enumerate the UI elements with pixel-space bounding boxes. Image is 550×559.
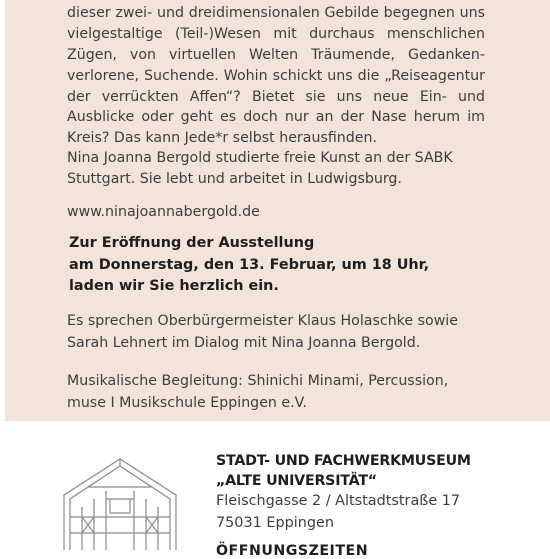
description-line: verlorene, Suchende. Wohin schickt uns die „Reiseagentur [67, 67, 485, 84]
bio-line: Stuttgart. Sie lebt und arbeitet in Ludwigsburg. [67, 170, 402, 187]
museum-subtitle: „ALTE UNIVERSITÄT“ [216, 473, 377, 489]
opening-invitation [69, 233, 489, 298]
artist-bio [67, 148, 485, 190]
music-info [67, 371, 485, 414]
speakers-line: Es sprechen Oberbürgermeister Klaus Holaschke sowie [67, 313, 458, 329]
opening-hours-heading: ÖFFNUNGSZEITEN [216, 543, 369, 559]
description-line: Kreis? Das kann Jede*r selbst herausfinden. [67, 130, 378, 147]
speakers-info [67, 311, 485, 354]
description-line: Ausblicke oder geht es doch nur an der Nase herum im [67, 109, 485, 126]
description-line: dieser zwei- und dreidimensionalen Gebilde begegnen uns [67, 5, 485, 21]
speakers-line: Sarah Lehnert im Dialog mit Nina Joanna Bergold. [67, 334, 421, 351]
museum-street: Fleischgasse 2 / Altstadtstraße 17 [216, 493, 461, 509]
opening-line: am Donnerstag, den 13. Februar, um 18 Uhr, [69, 256, 430, 273]
opening-line: laden wir Sie herzlich ein. [69, 278, 279, 295]
artist-website-link[interactable]: www.ninajoannabergold.de [67, 204, 260, 220]
building-sketch-icon [60, 455, 180, 550]
museum-address-block [216, 451, 546, 534]
description-line: Zügen, von virtuellen Welten Träumende, Gedanken- [67, 46, 485, 63]
museum-name: STADT- UND FACHWERKMUSEUM [216, 453, 471, 469]
description-line: vielgestaltige (Teil-)Wesen mit durchaus menschlichen [67, 25, 485, 42]
museum-city: 75031 Eppingen [216, 514, 334, 531]
description-line: der verrückten Affen“? Bietet sie uns neue Ein- und [67, 88, 485, 105]
music-line: muse I Musikschule Eppingen e.V. [67, 394, 308, 411]
bio-line: Nina Joanna Bergold studierte freie Kunst an der SABK [67, 150, 453, 166]
music-line: Musikalische Begleitung: Shinichi Minami, Percussion, [67, 373, 449, 389]
exhibition-description [67, 3, 485, 149]
opening-line: Zur Eröffnung der Ausstellung [69, 235, 315, 251]
